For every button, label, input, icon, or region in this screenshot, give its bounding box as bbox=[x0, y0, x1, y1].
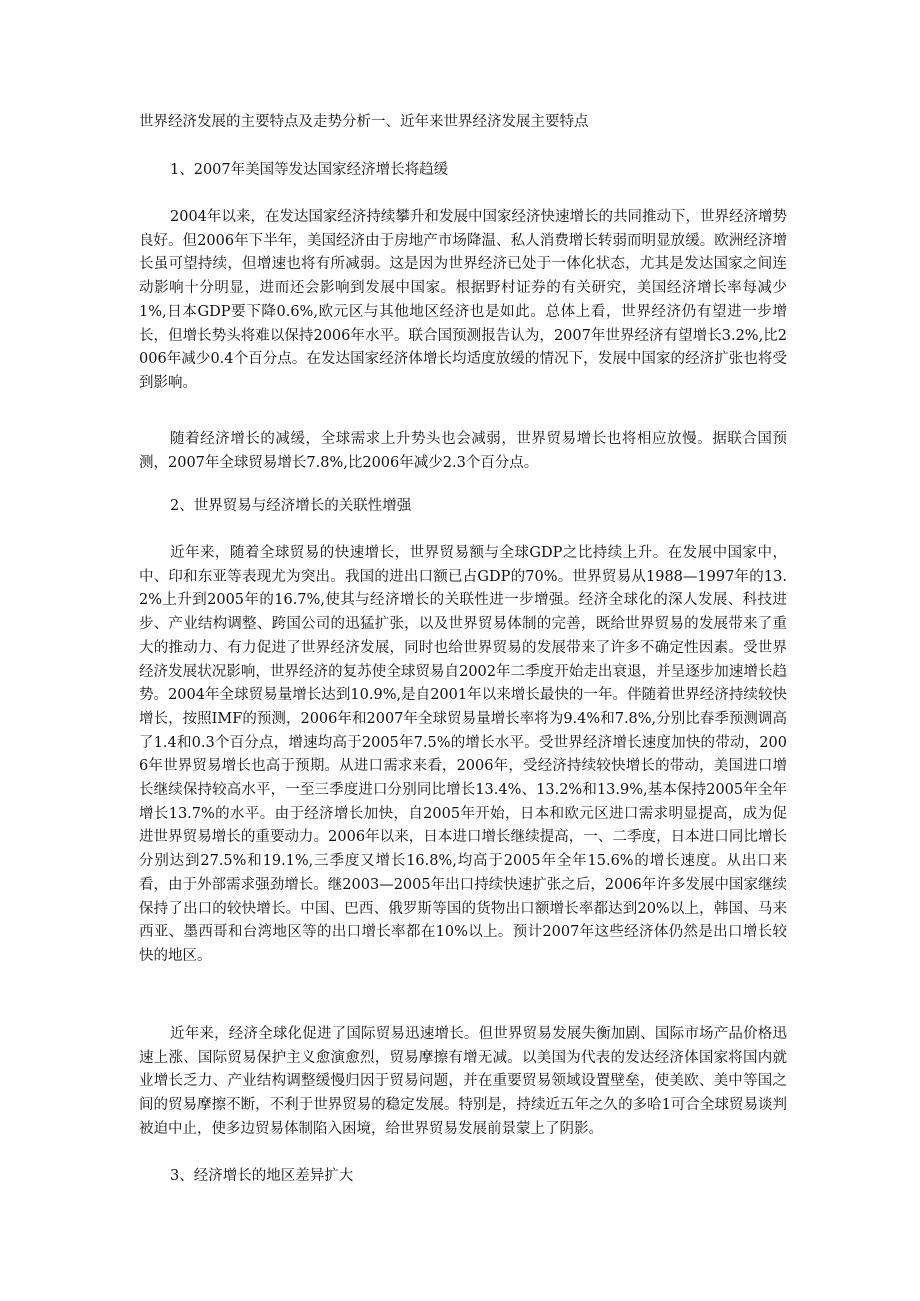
section-heading-3: 3、经济增长的地区差异扩大 bbox=[170, 1168, 354, 1184]
section-2-paragraph-1: 近年来，随着全球贸易的快速增长，世界贸易额与全球GDP之比持续上升。在发展中国家中，中、印和东亚等表现尤为突出。我国的进出口额已占GDP的70%。世界贸易从1988—1997年的13.2%上升到2005年的16.7%,使其与经济增长的关联性进一步增强。经济全球化的深人发展、科技进步、产业结构调整、跨国公司的迅猛扩张，以及世界贸易体制的完善，既给世界贸易的发展带来了重大的推动力、有力促进了世界经济发展，同时也给世界贸易的发展带来了许多不确定性因素。受世界经济发展状况影响，世界经济的复苏使全球贸易自2002年二季度开始走出衰退，并呈逐步加速增长趋势。2004年全球贸易量增长达到10.9%,是自2001年以来增长最快的一年。伴随着世界经济持续较快增长，按照IMF的预测，2006年和2007年全球贸易量增长率将为9.4%和7.8%,分别比春季预测调高了1.4和0.3个百分点，增速均高于2005年7.5%的增长水平。受世界经济增长速度加快的带动，2006年世界贸易增长也高于预期。从进口需求来看，2006年，受经济持续较快增长的带动，美国进口增长继续保持较高水平，一至三季度进口分别同比增长13.4%、13.2%和13.9%,基本保持2005年全年增长13.7%的水平。由于经济增长加快，自2005年开始，日本和欧元区进口需求明显提高，成为促进世界贸易增长的重要动力。2006年以来，日本进口增长继续提高，一、二季度，日本进口同比增长分别达到27.5%和19.1%,三季度又增长16.8%,均高于2005年全年15.6%的增长速度。从出口来看，由于外部需求强劲增长。继2003—2005年出口持续快速扩张之后，2006年许多发展中国家继续保持了出口的较快增长。中国、巴西、俄罗斯等国的货物出口额增长率都达到20%以上，韩国、马来西亚、墨西哥和台湾地区等的出口增长率都在10%以上。预计2007年这些经济体仍然是出口增长较快的地区。 bbox=[139, 545, 787, 964]
section-1-paragraph-1: 2004年以来，在发达国家经济持续攀升和发展中国家经济快速增长的共同推动下，世界经济增势良好。但2006年下半年，美国经济由于房地产市场降温、私人消费增长转弱而明显放缓。欧洲经济增长虽可望持续，但增速也将有所减弱。这是因为世界经济已处于一体化状态，尤其是发达国家之间连动影响十分明显，进而还会影响到发展中国家。根据野村证券的有关研究，美国经济增长率每减少1%,日本GDP要下降0.6%,欧元区与其他地区经济也是如此。总体上看，世界经济仍有望进一步增长，但增长势头将难以保持2006年水平。联合国预测报告认为，2007年世界经济有望增长3.2%,比2006年减少0.4个百分点。在发达国家经济体增长均适度放缓的情况下，发展中国家的经济扩张也将受到影响。 bbox=[139, 209, 787, 391]
document-title: 世界经济发展的主要特点及走势分析一、近年来世界经济发展主要特点 bbox=[139, 114, 589, 130]
section-heading-2: 2、世界贸易与经济增长的关联性增强 bbox=[170, 498, 412, 514]
section-1-paragraph-2: 随着经济增长的减缓，全球需求上升势头也会减弱，世界贸易增长也将相应放慢。据联合国预测，2007年全球贸易增长7.8%,比2006年减少2.3个百分点。 bbox=[139, 431, 787, 471]
section-heading-1: 1、2007年美国等发达国家经济增长将趋缓 bbox=[170, 162, 449, 178]
section-2-paragraph-2: 近年来，经济全球化促进了国际贸易迅速增长。但世界贸易发展失衡加剧、国际市场产品价格迅速上涨、国际贸易保护主义愈演愈烈，贸易摩擦有增无减。以美国为代表的发达经济体国家将国内就业增长乏力、产业结构调整缓慢归因于贸易问题，并在重要贸易领域设置壁垒，使美欧、美中等国之间的贸易摩擦不断，不利于世界贸易的稳定发展。特别是，持续近五年之久的多哈1可合全球贸易谈判被迫中止，使多边贸易体制陷入困境，给世界贸易发展前景蒙上了阴影。 bbox=[139, 1026, 787, 1137]
